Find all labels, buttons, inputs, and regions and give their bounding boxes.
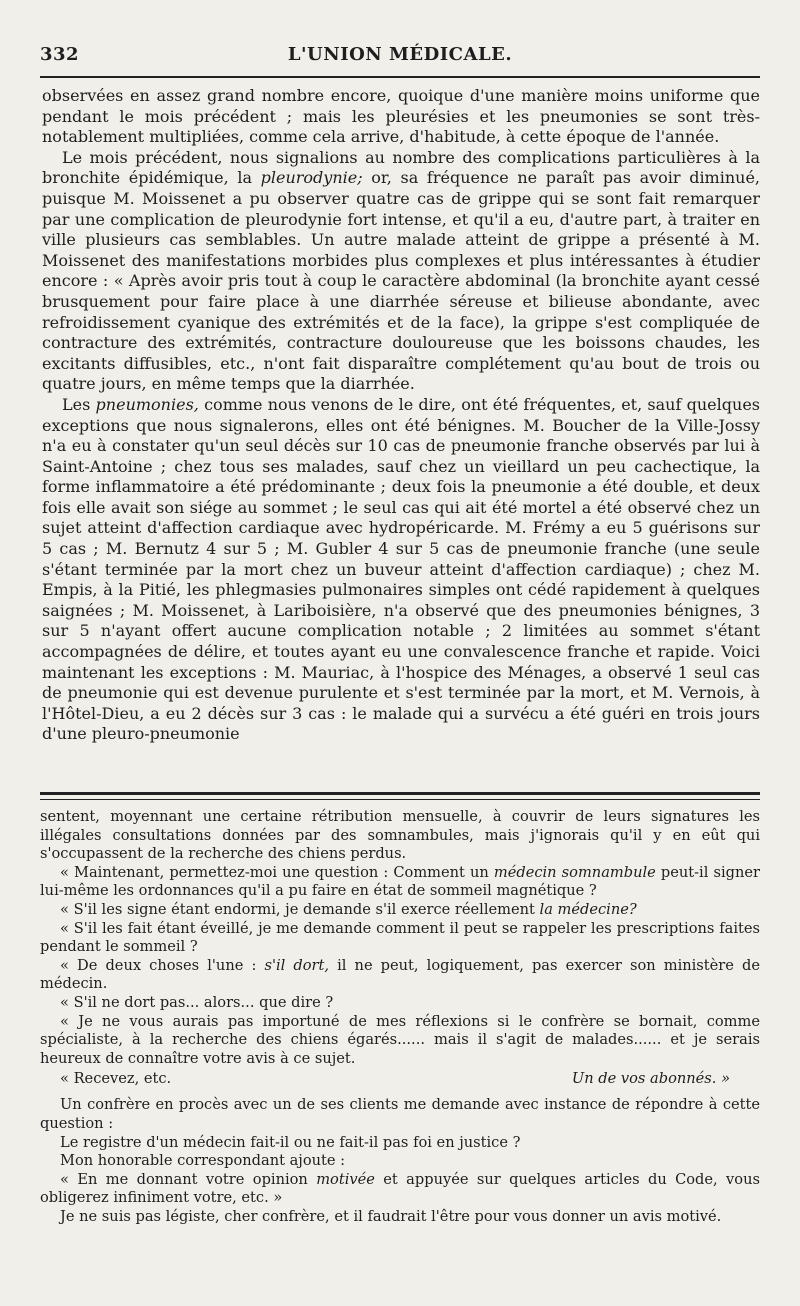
- reply-paragraph-2-text: Mon honorable correspondant ajoute :: [60, 1152, 346, 1170]
- feuilleton: [40, 808, 760, 1226]
- letter-line-3: [40, 901, 760, 920]
- letter-line-2-text-b: peut-il signer lui-même les ordonnances qu'il a pu faire en état de sommeil magnétique ?: [40, 863, 760, 900]
- paragraph-3-text-b: comme nous venons de le dire, ont été fréquentes, et, sauf quelques exceptions que nous signalerons, elles ont été bénignes. M. Boucher de la Ville-Jossy n'a eu à constater qu'un seul décès sur 10 cas de pneumonie franche observés par lui à Saint-Antoine ; chez tous ses malades, sauf chez un vieillard un peu cachectique, la forme inflammatoire a été prédominante ; deux fois la pneumonie a été double, et deux fois elle avait son siége au sommet ; le seul cas qui ait été mortel a été observé chez un sujet atteint d'affection cardiaque avec hydropéricarde. M. Frémy a eu 5 guérisons sur 5 cas ; M. Bernutz 4 sur 5 ; M. Gubler 4 sur 5 cas de pneumonie franche (une seule s'étant terminée par la mort chez un buveur atteint d'affection cardiaque) ; chez M. Empis, à la Pitié, les phlegmasies pulmonaires simples ont cédé rapidement à quelques saignées ; M. Moissenet, à Lariboisière, n'a observé que des pneumonies bénignes, 3 sur 5 n'ayant offert aucune complication notable ; 2 limitées au sommet s'étant accompagnées de délire, et toutes ayant eu une convalescence franche et rapide. Voici maintenant les exceptions : M. Mauriac, à l'hospice des Ménages, a observé 1 seul cas de pneumonie qui est devenue purulente et s'est terminée par la mort, et M. Vernois, à l'Hôtel-Dieu, a eu 2 décès sur 3 cas : le malade qui a survécu a été guéri en trois jours d'une pleuro-pneumonie: [42, 394, 760, 744]
- letter-line-7-text: « Je ne vous aurais pas importuné de mes réflexions si le confrère se bornait, comme spécialiste, à la recherche des chiens égarés...... mais il s'agit de malades...... et je serais heureux de connaître votre avis à ce sujet.: [40, 1012, 760, 1067]
- signature-line: [40, 1068, 760, 1090]
- section-rule-thick: [40, 792, 760, 795]
- paragraph-1: [42, 86, 760, 148]
- paragraph-2: [42, 148, 760, 395]
- letter-line-3-emphasis: la médecine?: [539, 900, 637, 918]
- paragraph-2-text-a: Le mois précédent, nous signalions au nombre des complications particulières à la bronchite épidémique, la: [42, 147, 760, 188]
- reply-paragraph-3: [40, 1208, 760, 1227]
- reply-question: [40, 1134, 760, 1153]
- paragraph-3-text-a: Les: [62, 394, 96, 414]
- letter-line-2-emphasis: médecin somnambule: [493, 863, 656, 881]
- letter-line-5-emphasis: s'il dort,: [264, 956, 330, 974]
- reply-question-text: Le registre d'un médecin fait-il ou ne fait-il pas foi en justice ?: [60, 1133, 521, 1151]
- reply-paragraph-3-text: Je ne suis pas légiste, cher confrère, et il faudrait l'être pour vous donner un avis motivé.: [60, 1207, 722, 1225]
- main-article: [42, 86, 760, 745]
- letter-line-5-text-a: « De deux choses l'une :: [60, 956, 265, 974]
- running-head: [40, 44, 760, 72]
- letter-line-2: [40, 864, 760, 901]
- section-rule-thin: [40, 799, 760, 800]
- letter-line-6: [40, 994, 760, 1013]
- paragraph-3: [42, 395, 760, 745]
- letter-line-1: [40, 808, 760, 864]
- page-number: 332: [40, 44, 80, 65]
- paragraph-1-text: observées en assez grand nombre encore, quoique d'une manière moins uniforme que pendant le mois précédent ; mais les pleurésies et les pneumonies se sont très-notablement multipliées, comme cela arrive, d'habitude, à cette époque de l'année.: [42, 86, 760, 147]
- closing-formula: « Recevez, etc.: [60, 1070, 172, 1088]
- header-rule: [40, 76, 760, 78]
- reply-quote-text-b: et appuyée sur quelques articles du Code, vous obligerez infiniment votre, etc. »: [40, 1170, 760, 1207]
- paragraph-3-emphasis: pneumonies,: [95, 394, 199, 414]
- letter-line-6-text: « S'il ne dort pas... alors... que dire ?: [60, 993, 334, 1011]
- reply-quote-emphasis: motivée: [316, 1170, 375, 1188]
- letter-line-1-text: sentent, moyennant une certaine rétribution mensuelle, à couvrir de leurs signatures les illégales consultations données par des somnambules, mais j'ignorais qu'il y en eût qui s'occupassent de la recherche des chiens perdus.: [40, 808, 760, 863]
- letter-line-4-text: « S'il les fait étant éveillé, je me demande comment il peut se rappeler les prescriptions faites pendant le sommeil ?: [40, 919, 760, 956]
- reply-paragraph-1: [40, 1096, 760, 1133]
- reply-quote-text-a: « En me donnant votre opinion: [60, 1170, 317, 1188]
- journal-title: L'UNION MÉDICALE.: [287, 44, 513, 65]
- reply-paragraph-1-text: Un confrère en procès avec un de ses clients me demande avec instance de répondre à cette question :: [40, 1096, 760, 1132]
- letter-line-7: [40, 1013, 760, 1069]
- letter-line-4: [40, 920, 760, 957]
- signature: Un de vos abonnés. »: [571, 1070, 730, 1088]
- letter-line-3-text-a: « S'il les signe étant endormi, je demande s'il exerce réellement: [60, 900, 540, 918]
- letter-line-5: [40, 957, 760, 994]
- letter-line-2-text-a: « Maintenant, permettez-moi une question : Comment un: [60, 863, 494, 881]
- reply-quote: [40, 1171, 760, 1208]
- paragraph-2-emphasis: pleurodynie;: [260, 168, 363, 188]
- reply-paragraph-2: [40, 1152, 760, 1171]
- letter-line-5-text-b: il ne peut, logiquement, pas exercer son ministère de médecin.: [40, 956, 760, 993]
- paragraph-2-text-b: or, sa fréquence ne paraît pas avoir diminué, puisque M. Moissenet a pu observer quatre cas de grippe qui se sont fait remarquer par une complication de pleurodynie fort intense, et qu'il a eu, d'autre part, à traiter en ville plusieurs cas semblables. Un autre malade atteint de grippe a présenté à M. Moissenet des manifestations morbides plus complexes et plus intéressantes à étudier encore : « Après avoir pris tout à coup le caractère abdominal (la bronchite ayant cessé brusquement pour faire place à une diarrhée séreuse et bilieuse abondante, avec refroidissement cyanique des extrémités et de la face), la grippe s'est compliquée de contracture des extrémités, contracture douloureuse que les boissons chaudes, les excitants diffusibles, etc., n'ont fait disparaître complétement qu'au bout de trois ou quatre jours, en même temps que la diarrhée.: [42, 168, 761, 394]
